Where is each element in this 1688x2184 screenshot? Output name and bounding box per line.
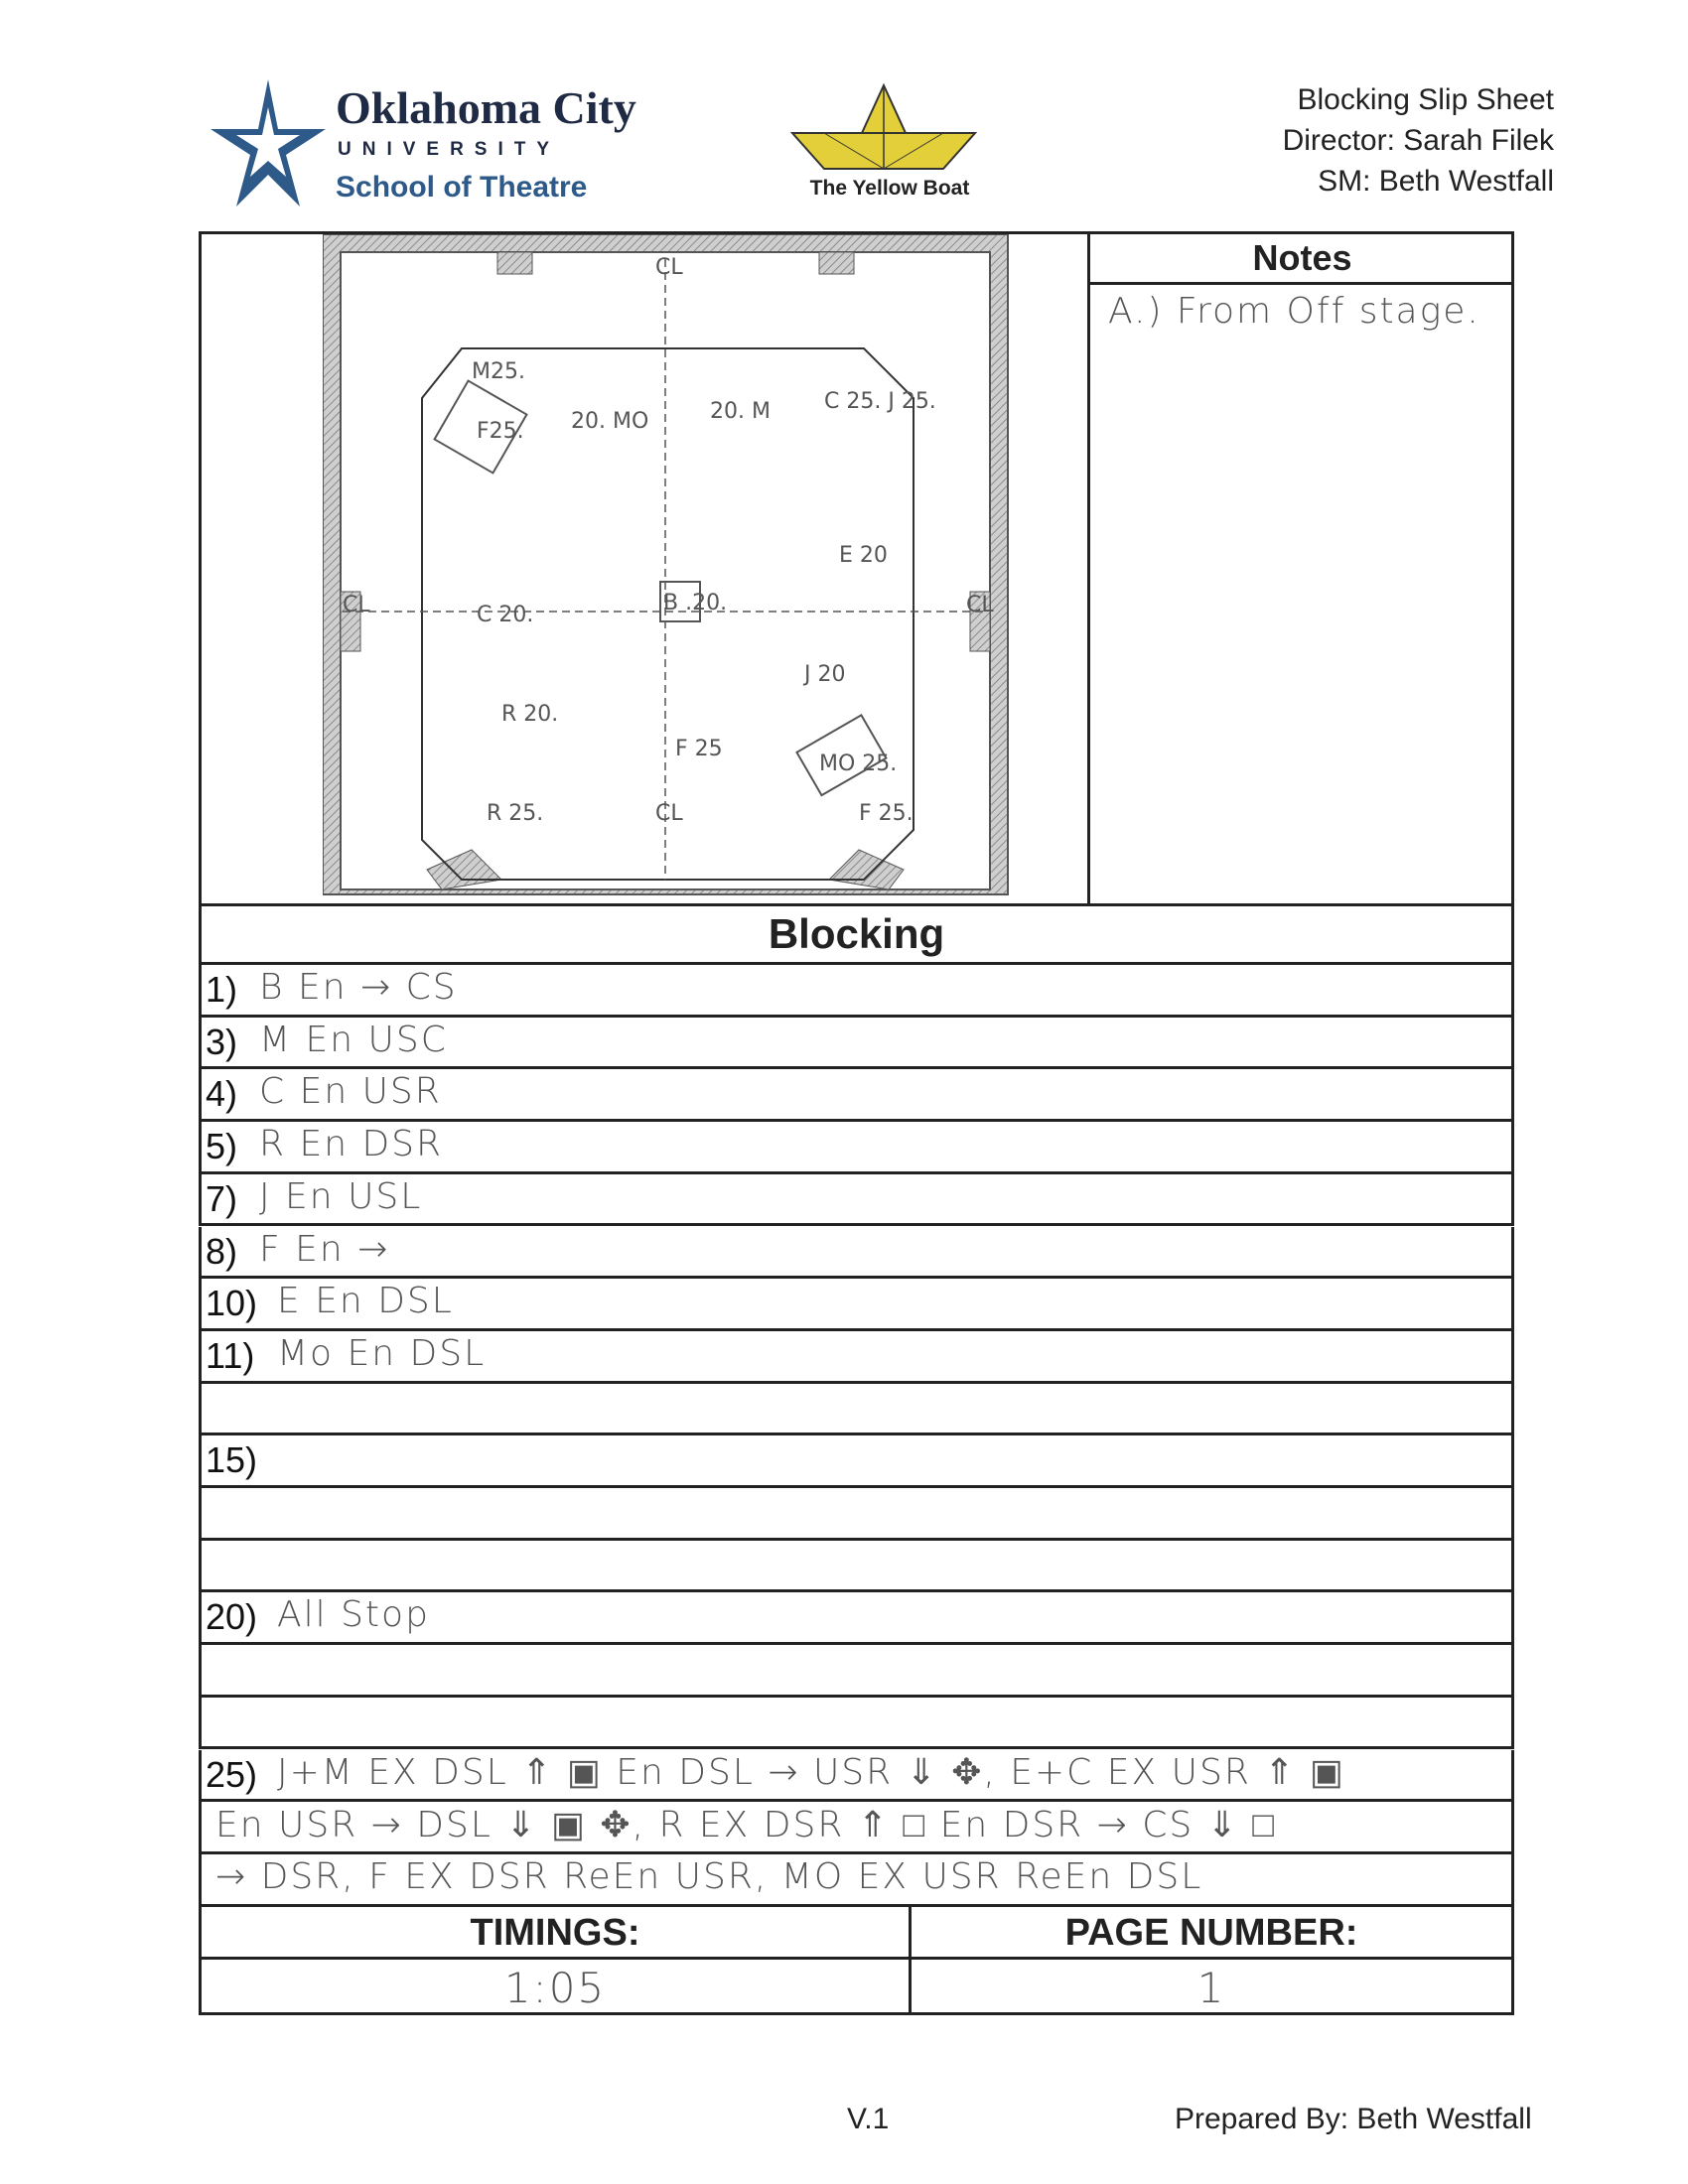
blocking-row — [199, 1174, 1514, 1227]
timings-value: 1:05 — [503, 1964, 607, 2012]
blocking-row-text: M En USC — [259, 1019, 448, 1060]
stage-mark: F 25 — [675, 737, 723, 761]
centerline-label: CL — [655, 255, 683, 280]
blocking-row — [199, 1069, 1514, 1122]
university-word: UNIVERSITY — [338, 139, 561, 160]
blocking-row — [199, 1802, 1514, 1854]
stage-mark: F 25. — [859, 801, 914, 826]
version-label: V.1 — [847, 2103, 890, 2135]
blocking-row — [199, 1018, 1514, 1070]
blocking-row-text: F En → — [259, 1228, 390, 1270]
blocking-row-text: E En DSL — [277, 1281, 454, 1322]
blocking-row-number: 1) — [206, 969, 238, 1010]
stage-mark: MO 25. — [819, 751, 898, 776]
timings-cell — [202, 1906, 912, 2012]
blocking-row-number: 20) — [206, 1596, 258, 1638]
blocking-row-text: C En USR — [259, 1071, 442, 1113]
stage-mark: M25. — [472, 359, 525, 384]
centerline-label: CL — [966, 593, 994, 617]
page-number-label: PAGE NUMBER: — [912, 1906, 1511, 1960]
blocking-row-number: 15) — [206, 1439, 258, 1481]
blocking-row-text: J En USL — [259, 1175, 423, 1217]
stage-mark: F25. — [477, 419, 524, 444]
stage-mark: R 25. — [487, 801, 544, 826]
timings-label: TIMINGS: — [202, 1906, 909, 1960]
stage-ground-plan — [323, 234, 1018, 901]
stage-mark: B .20. — [663, 591, 728, 615]
page-number-value: 1 — [1196, 1964, 1226, 2012]
stage-manager-line: SM: Beth Westfall — [1318, 165, 1554, 198]
blocking-row-number: 10) — [206, 1283, 258, 1324]
document-title: Blocking Slip Sheet — [1297, 83, 1554, 116]
note-entry: A.) From Off stage. — [1108, 291, 1480, 332]
stage-mark: 20. MO — [571, 409, 649, 434]
star-icon — [209, 77, 328, 211]
stage-mark: R 20. — [501, 702, 559, 727]
blocking-row — [199, 1384, 1514, 1436]
blocking-row — [199, 1227, 1514, 1280]
paper-boat-icon — [784, 81, 983, 176]
notes-heading: Notes — [1090, 231, 1514, 285]
blocking-row — [199, 1854, 1514, 1907]
stage-mark: C 25. J 25. — [824, 389, 936, 414]
blocking-row-number: 7) — [206, 1177, 238, 1219]
blocking-row-text: → DSR, F EX DSR ReEn USR, MO EX USR ReEn DSL — [215, 1855, 1203, 1897]
stage-mark: J 20 — [804, 662, 846, 687]
blocking-row — [199, 1122, 1514, 1174]
blocking-row-number: 4) — [206, 1073, 238, 1115]
blocking-row — [199, 1750, 1514, 1803]
blocking-row-text: Mo En DSL — [277, 1332, 487, 1374]
blocking-row — [199, 1331, 1514, 1384]
blocking-row-text: R En DSR — [259, 1124, 444, 1165]
blocking-row — [199, 1645, 1514, 1698]
blocking-row — [199, 1279, 1514, 1331]
blocking-row-number: 8) — [206, 1230, 238, 1272]
blocking-row-text: En USR → DSL ⇓ ▣ ✥, R EX DSR ⇑ □ En DSR → CS ⇓ □ — [215, 1805, 1277, 1846]
ocu-logo — [209, 77, 645, 216]
blocking-row — [199, 1435, 1514, 1488]
blocking-row — [199, 965, 1514, 1018]
page-number-cell — [912, 1906, 1511, 2012]
blocking-row-number: 11) — [206, 1334, 255, 1376]
blocking-row — [199, 1488, 1514, 1541]
blocking-row-number: 5) — [206, 1126, 238, 1167]
blocking-row — [199, 1541, 1514, 1593]
university-name: Oklahoma City — [336, 82, 636, 133]
blocking-row-number: 3) — [206, 1021, 238, 1062]
blocking-row-text: J+M EX DSL ⇑ ▣ En DSL → USR ⇓ ✥, E+C EX USR ⇑ ▣ — [277, 1751, 1345, 1793]
centerline-label: CL — [655, 801, 683, 826]
timings-table — [199, 1906, 1514, 2015]
notes-panel — [1087, 231, 1514, 906]
blocking-row — [199, 1592, 1514, 1645]
prepared-by: Prepared By: Beth Westfall — [1175, 2103, 1532, 2135]
blocking-row — [199, 1698, 1514, 1750]
show-logo-caption: The Yellow Boat — [809, 177, 970, 200]
school-name: School of Theatre — [336, 171, 588, 204]
header-info — [1283, 79, 1554, 202]
stage-mark: C 20. — [477, 603, 534, 627]
stage-mark: E 20 — [839, 543, 888, 568]
yellow-boat-logo — [784, 81, 993, 210]
director-line: Director: Sarah Filek — [1282, 124, 1554, 157]
blocking-heading: Blocking — [199, 906, 1514, 965]
blocking-row-text: B En → CS — [259, 967, 458, 1008]
blocking-row-text: All Stop — [277, 1594, 430, 1636]
centerline-label: CL — [343, 593, 370, 617]
blocking-row-number: 25) — [206, 1753, 258, 1795]
stage-mark: 20. M — [710, 399, 771, 424]
